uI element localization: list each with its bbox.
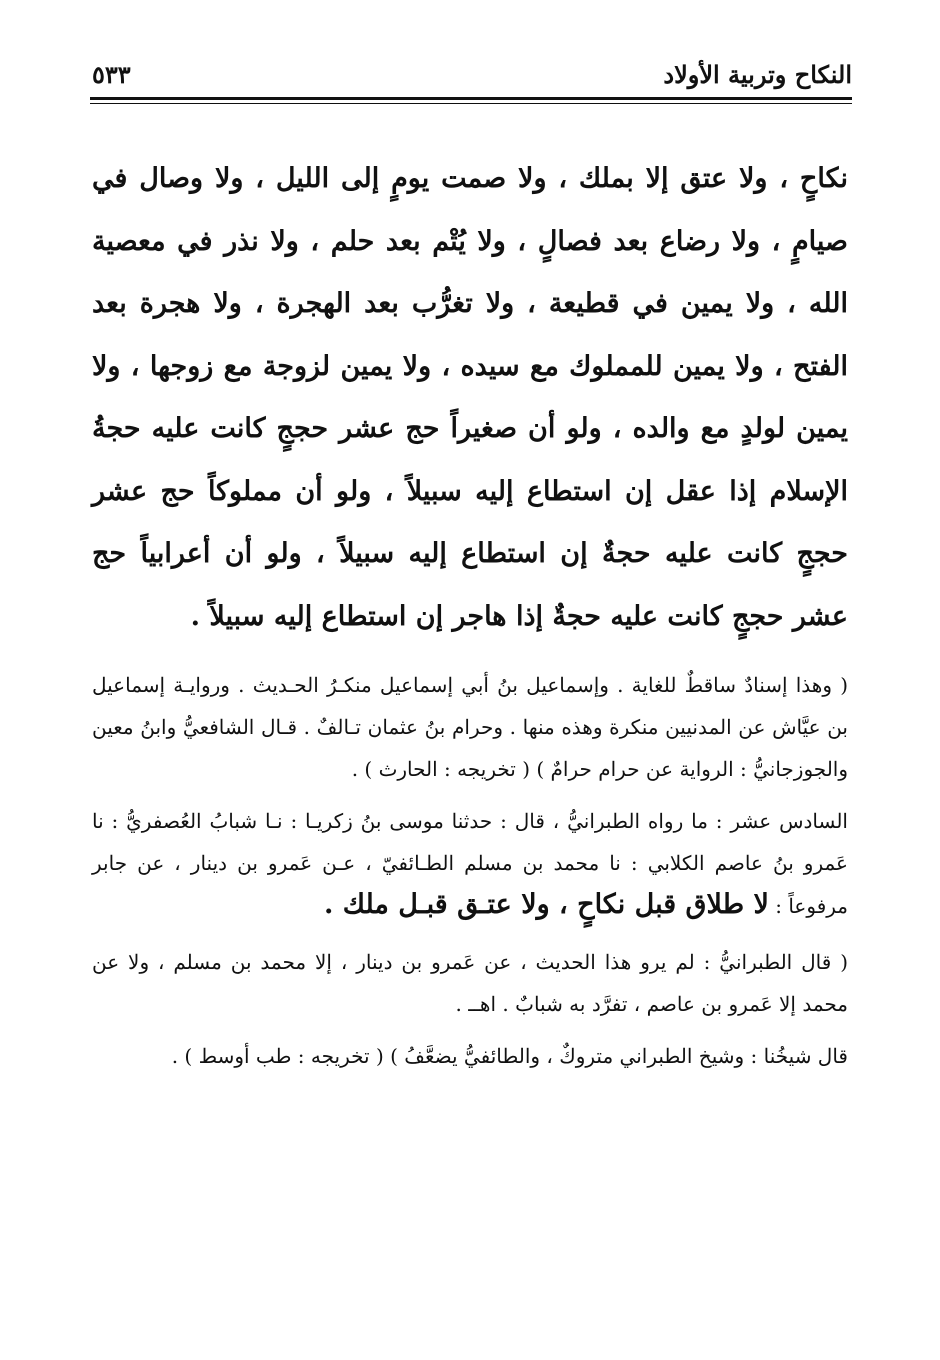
footnote-paragraph-3: قال شيخُنا : وشيخ الطبراني متروكٌ ، والطائفيُّ يضعَّفُ ) ( تخريجه : طب أوسط ) . (171, 1044, 848, 1068)
main-paragraph: نكاحٍ ، ولا عتق إلا بملك ، ولا صمت يومٍ إلى الليل ، ولا وصال في صيامٍ ، ولا رضاع بعد فصالٍ ، ولا يُتْم بعد حلم ، ولا نذر في معصية الله ، ولا يمين في قطيعة ، ولا تغرُّب بعد الهجرة ، ولا هجرة بعد الفتح ، ولا يمين للمملوك مع سيده ، ولا يمين لزوجة مع زوجها ، ولا يمين لولدٍ مع والده ، ولو أن صغيراً حج عشر حججٍ كانت عليه حجةُ الإسلام إذا عقل إن استطاع إليه سبيلاً ، ولو أن مملوكاً حج عشر حججٍ كانت عليه حجةٌ إن استطاع إليه سبيلاً ، ولو أن أعرابياً حج عشر حججٍ كانت عليه حجةٌ إذا هاجر إن استطاع إليه سبيلاً . (92, 163, 848, 632)
page-body (92, 148, 848, 1077)
footnote-paragraph-2: ( قال الطبرانيُّ : لم يرو هذا الحديث ، عن عَمرو بن دينار ، إلا محمد بن مسلم ، ولا عن محمد إلا عَمرو بن عاصم ، تفرَّد به شبابٌ . اهــ . (92, 950, 848, 1016)
header-rule-thick (90, 97, 852, 100)
sixteenth-hadith: لا طلاق قبل نكاحٍ ، ولا عتـق قبـل ملك . (323, 889, 769, 920)
running-title: النكاح وتربية الأولاد (663, 60, 852, 89)
header-rule-thin (90, 103, 852, 104)
page-header (92, 56, 852, 96)
footnote-paragraph-1: ( وهذا إسنادٌ ساقطٌ للغاية . وإسماعيل بنُ أبي إسماعيل منكـرُ الحـديث . وروايـة إسماعيل بن عيَّاش عن المدنيين منكرة وهذه منها . وحرام بنُ عثمان تـالفٌ . قـال الشافعيُّ وابنُ معين والجوزجانيُّ : الرواية عن حرام حرامٌ ) ( تخريجه : الحارث ) . (92, 673, 848, 781)
sixteenth-intro: السادس عشر : ما رواه الطبرانيُّ ، قال : حدثنا موسى بنُ زكريـا : نـا شبابُ العُصفريُّ : نا عَمرو بنُ عاصم الكلابي : نا محمد بن مسلم الطـائفيّ ، عـن عَمرو بن دينار ، عن جابر مرفوعاً : (92, 809, 848, 918)
sixteenth-narration (92, 800, 848, 927)
page-number: ٥٣٣ (92, 60, 131, 89)
